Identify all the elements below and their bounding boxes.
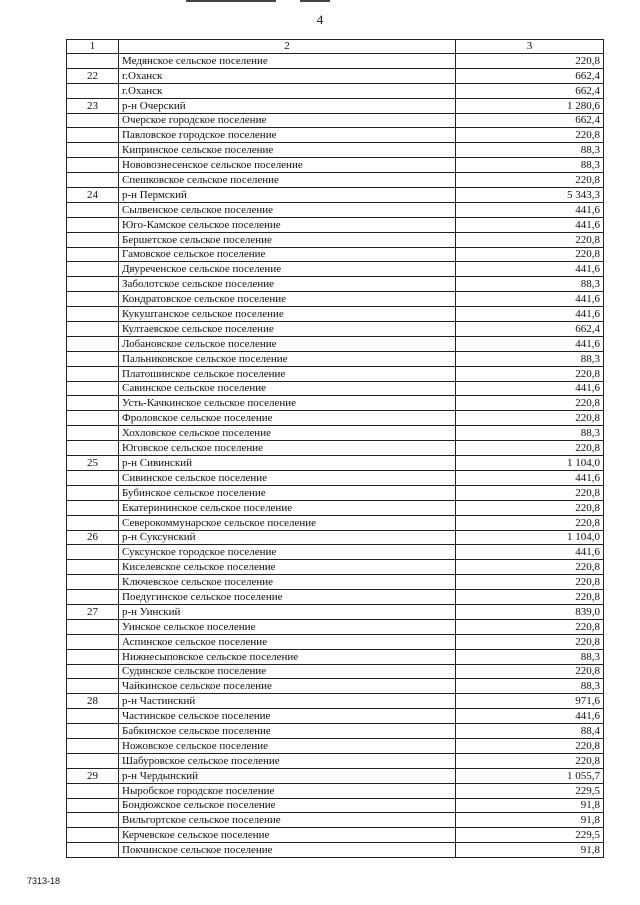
row-number xyxy=(67,143,119,158)
row-name: Вильгортское сельское поселение xyxy=(119,813,456,828)
table-row xyxy=(67,83,604,98)
row-number xyxy=(67,322,119,337)
row-value: 220,8 xyxy=(456,247,604,262)
row-name: р-н Чердынский xyxy=(119,768,456,783)
table-header-row xyxy=(67,40,604,54)
row-number xyxy=(67,738,119,753)
row-name: р-н Уинский xyxy=(119,604,456,619)
row-name: Суксунское городское поселение xyxy=(119,545,456,560)
row-name: Уинское сельское поселение xyxy=(119,619,456,634)
table-row xyxy=(67,441,604,456)
row-value: 88,3 xyxy=(456,143,604,158)
row-number: 26 xyxy=(67,530,119,545)
row-number xyxy=(67,679,119,694)
row-value: 229,5 xyxy=(456,783,604,798)
table-row xyxy=(67,232,604,247)
row-value: 839,0 xyxy=(456,604,604,619)
row-number xyxy=(67,158,119,173)
table-row xyxy=(67,664,604,679)
table-row xyxy=(67,724,604,739)
row-name: Шабуровское сельское поселение xyxy=(119,753,456,768)
row-name: Нововознесенское сельское поселение xyxy=(119,158,456,173)
row-value: 441,6 xyxy=(456,262,604,277)
row-name: р-н Очерский xyxy=(119,98,456,113)
row-name: Пальниковское сельское поселение xyxy=(119,351,456,366)
row-name: Поедугинское сельское поселение xyxy=(119,590,456,605)
row-number xyxy=(67,54,119,69)
row-name: Сивинское сельское поселение xyxy=(119,470,456,485)
row-name: Кондратовское сельское поселение xyxy=(119,292,456,307)
row-value: 229,5 xyxy=(456,828,604,843)
row-number xyxy=(67,336,119,351)
table-row xyxy=(67,307,604,322)
row-number xyxy=(67,798,119,813)
row-value: 1 055,7 xyxy=(456,768,604,783)
row-number xyxy=(67,515,119,530)
row-value: 1 280,6 xyxy=(456,98,604,113)
table-row xyxy=(67,98,604,113)
row-name: р-н Пермский xyxy=(119,188,456,203)
table-row xyxy=(67,426,604,441)
row-value: 220,8 xyxy=(456,500,604,515)
table-row xyxy=(67,783,604,798)
table-row xyxy=(67,396,604,411)
row-name: Бондюжское сельское поселение xyxy=(119,798,456,813)
table-row xyxy=(67,485,604,500)
row-value: 220,8 xyxy=(456,738,604,753)
row-value: 88,3 xyxy=(456,351,604,366)
table-row xyxy=(67,188,604,203)
row-value: 971,6 xyxy=(456,694,604,709)
row-value: 91,8 xyxy=(456,813,604,828)
row-value: 662,4 xyxy=(456,113,604,128)
row-value: 220,8 xyxy=(456,128,604,143)
row-value: 88,4 xyxy=(456,724,604,739)
row-number xyxy=(67,709,119,724)
row-value: 220,8 xyxy=(456,485,604,500)
row-number xyxy=(67,307,119,322)
row-name: Ныробское городское поселение xyxy=(119,783,456,798)
row-name: Бубинское сельское поселение xyxy=(119,485,456,500)
row-number xyxy=(67,753,119,768)
row-number xyxy=(67,664,119,679)
row-value: 220,8 xyxy=(456,411,604,426)
row-value: 441,6 xyxy=(456,470,604,485)
row-name: р-н Частинский xyxy=(119,694,456,709)
table-row xyxy=(67,515,604,530)
row-number xyxy=(67,485,119,500)
table-row xyxy=(67,634,604,649)
row-name: Екатерининское сельское поселение xyxy=(119,500,456,515)
row-number xyxy=(67,277,119,292)
row-name: Бершетское сельское поселение xyxy=(119,232,456,247)
table-row xyxy=(67,336,604,351)
row-value: 220,8 xyxy=(456,515,604,530)
table-row xyxy=(67,813,604,828)
row-number xyxy=(67,173,119,188)
row-name: Киселевское сельское поселение xyxy=(119,560,456,575)
row-value: 441,6 xyxy=(456,217,604,232)
row-value: 220,8 xyxy=(456,619,604,634)
table-row xyxy=(67,68,604,83)
row-number xyxy=(67,649,119,664)
row-value: 88,3 xyxy=(456,649,604,664)
table-row xyxy=(67,604,604,619)
row-name: Лобановское сельское поселение xyxy=(119,336,456,351)
row-value: 88,3 xyxy=(456,158,604,173)
row-value: 220,8 xyxy=(456,54,604,69)
row-number xyxy=(67,262,119,277)
table-row xyxy=(67,500,604,515)
row-number xyxy=(67,828,119,843)
row-name: Сылвенское сельское поселение xyxy=(119,202,456,217)
row-number xyxy=(67,128,119,143)
row-name: Двуреченское сельское поселение xyxy=(119,262,456,277)
row-name: Усть-Качкинское сельское поселение xyxy=(119,396,456,411)
row-name: Очерское городское поселение xyxy=(119,113,456,128)
row-value: 441,6 xyxy=(456,336,604,351)
row-name: Юго-Камское сельское поселение xyxy=(119,217,456,232)
row-number xyxy=(67,843,119,858)
table-row xyxy=(67,351,604,366)
row-number xyxy=(67,381,119,396)
header-col-1: 1 xyxy=(67,40,119,54)
footer-code: 7313-18 xyxy=(27,876,61,886)
row-number xyxy=(67,217,119,232)
table-row xyxy=(67,322,604,337)
row-name: Заболотское сельское поселение xyxy=(119,277,456,292)
row-number: 27 xyxy=(67,604,119,619)
row-number xyxy=(67,575,119,590)
row-number xyxy=(67,426,119,441)
row-name: Култаевское сельское поселение xyxy=(119,322,456,337)
row-number xyxy=(67,813,119,828)
row-name: Покчинское сельское поселение xyxy=(119,843,456,858)
table-row xyxy=(67,753,604,768)
row-number xyxy=(67,411,119,426)
row-name: Платошинское сельское поселение xyxy=(119,366,456,381)
row-number: 22 xyxy=(67,68,119,83)
row-number: 23 xyxy=(67,98,119,113)
row-value: 441,6 xyxy=(456,307,604,322)
row-name: Фроловское сельское поселение xyxy=(119,411,456,426)
table-row xyxy=(67,619,604,634)
table-row xyxy=(67,217,604,232)
table-row xyxy=(67,843,604,858)
table-row xyxy=(67,768,604,783)
row-name: Ключевское сельское поселение xyxy=(119,575,456,590)
row-name: г.Оханск xyxy=(119,68,456,83)
row-name: Савинское сельское поселение xyxy=(119,381,456,396)
table-row xyxy=(67,113,604,128)
row-number xyxy=(67,783,119,798)
row-name: Кипринское сельское поселение xyxy=(119,143,456,158)
row-value: 220,8 xyxy=(456,560,604,575)
row-name: Судинское сельское поселение xyxy=(119,664,456,679)
table-row xyxy=(67,545,604,560)
table-row xyxy=(67,456,604,471)
row-number xyxy=(67,634,119,649)
row-value: 441,6 xyxy=(456,381,604,396)
table-row xyxy=(67,381,604,396)
row-value: 220,8 xyxy=(456,753,604,768)
row-number xyxy=(67,441,119,456)
table-row xyxy=(67,292,604,307)
row-value: 441,6 xyxy=(456,709,604,724)
row-value: 220,8 xyxy=(456,232,604,247)
header-col-3: 3 xyxy=(456,40,604,54)
row-value: 662,4 xyxy=(456,322,604,337)
table-row xyxy=(67,709,604,724)
row-name: Бабкинское сельское поселение xyxy=(119,724,456,739)
row-value: 220,8 xyxy=(456,664,604,679)
row-number xyxy=(67,292,119,307)
header-col-2: 2 xyxy=(119,40,456,54)
row-value: 441,6 xyxy=(456,292,604,307)
row-name: Ножовское сельское поселение xyxy=(119,738,456,753)
table-row xyxy=(67,277,604,292)
row-value: 662,4 xyxy=(456,68,604,83)
row-name: Спешковское сельское поселение xyxy=(119,173,456,188)
table-row xyxy=(67,575,604,590)
row-name: р-н Сивинский xyxy=(119,456,456,471)
row-value: 441,6 xyxy=(456,202,604,217)
table-row xyxy=(67,828,604,843)
row-number: 29 xyxy=(67,768,119,783)
row-number xyxy=(67,590,119,605)
row-value: 5 343,3 xyxy=(456,188,604,203)
row-name: Частинское сельское поселение xyxy=(119,709,456,724)
row-name: Павловское городское поселение xyxy=(119,128,456,143)
table-row xyxy=(67,173,604,188)
row-number: 24 xyxy=(67,188,119,203)
row-name: Нижнесыповское сельское поселение xyxy=(119,649,456,664)
row-number: 25 xyxy=(67,456,119,471)
row-number xyxy=(67,396,119,411)
table-row xyxy=(67,470,604,485)
row-number xyxy=(67,619,119,634)
row-name: Гамовское сельское поселение xyxy=(119,247,456,262)
page-number: 4 xyxy=(316,12,324,27)
table-row xyxy=(67,530,604,545)
row-name: Аспинское сельское поселение xyxy=(119,634,456,649)
row-value: 220,8 xyxy=(456,441,604,456)
scan-mark-top-left xyxy=(186,0,276,2)
row-name: г.Оханск xyxy=(119,83,456,98)
table-row xyxy=(67,679,604,694)
table-row xyxy=(67,366,604,381)
table-row xyxy=(67,738,604,753)
row-number xyxy=(67,560,119,575)
row-name: Хохловское сельское поселение xyxy=(119,426,456,441)
row-value: 88,3 xyxy=(456,679,604,694)
row-value: 88,3 xyxy=(456,277,604,292)
row-name: р-н Суксунский xyxy=(119,530,456,545)
table-row xyxy=(67,247,604,262)
table-row xyxy=(67,694,604,709)
table-row xyxy=(67,128,604,143)
row-value: 441,6 xyxy=(456,545,604,560)
row-value: 220,8 xyxy=(456,396,604,411)
table-row xyxy=(67,411,604,426)
row-name: Кукуштанское сельское поселение xyxy=(119,307,456,322)
row-value: 91,8 xyxy=(456,843,604,858)
row-value: 88,3 xyxy=(456,426,604,441)
table-row xyxy=(67,262,604,277)
scan-mark-top-right xyxy=(300,0,330,2)
table-row xyxy=(67,798,604,813)
row-value: 662,4 xyxy=(456,83,604,98)
row-name: Чайкинское сельское поселение xyxy=(119,679,456,694)
row-value: 1 104,0 xyxy=(456,456,604,471)
table-row xyxy=(67,202,604,217)
row-value: 220,8 xyxy=(456,575,604,590)
row-value: 220,8 xyxy=(456,173,604,188)
row-value: 1 104,0 xyxy=(456,530,604,545)
row-number xyxy=(67,724,119,739)
allocation-table xyxy=(66,39,604,858)
row-number xyxy=(67,232,119,247)
table-row xyxy=(67,143,604,158)
row-number xyxy=(67,247,119,262)
row-number: 28 xyxy=(67,694,119,709)
row-number xyxy=(67,351,119,366)
row-value: 220,8 xyxy=(456,366,604,381)
row-name: Северокоммунарское сельское поселение xyxy=(119,515,456,530)
row-number xyxy=(67,545,119,560)
table-row xyxy=(67,649,604,664)
row-number xyxy=(67,113,119,128)
row-number xyxy=(67,500,119,515)
row-name: Керчевское сельское поселение xyxy=(119,828,456,843)
row-name: Медянское сельское поселение xyxy=(119,54,456,69)
table-row xyxy=(67,560,604,575)
table-row xyxy=(67,590,604,605)
table-row xyxy=(67,158,604,173)
row-number xyxy=(67,366,119,381)
row-number xyxy=(67,202,119,217)
row-name: Юговское сельское поселение xyxy=(119,441,456,456)
row-number xyxy=(67,83,119,98)
table-row xyxy=(67,54,604,69)
row-value: 220,8 xyxy=(456,634,604,649)
row-number xyxy=(67,470,119,485)
row-value: 220,8 xyxy=(456,590,604,605)
row-value: 91,8 xyxy=(456,798,604,813)
